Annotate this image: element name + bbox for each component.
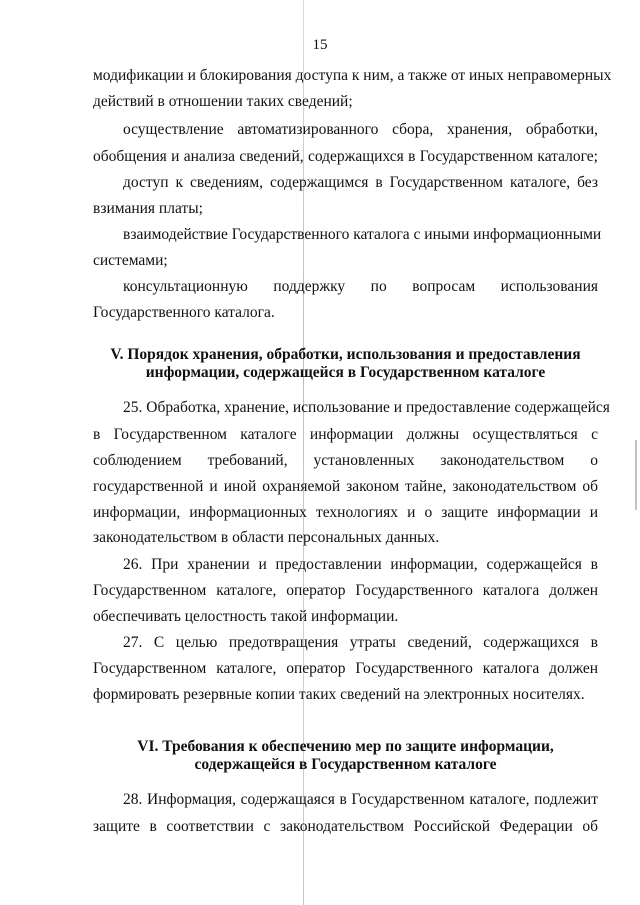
text-line: Государственного каталога. <box>93 304 275 321</box>
section-heading-v: информации, содержащейся в Государственном каталоге <box>145 364 546 381</box>
text-line: информации, информационных технологиях и о защите информации и <box>93 504 598 521</box>
section-heading-vi: содержащейся в Государственном каталоге <box>194 756 497 773</box>
page-number: 15 <box>312 37 328 53</box>
text-line: осуществление автоматизированного сбора, хранения, обработки, <box>123 121 598 138</box>
text-line: формировать резервные копии таких сведений на электронных носителях. <box>93 686 585 703</box>
scan-edge-mark <box>635 440 637 510</box>
text-line: взаимодействие Государственного каталога с иными информационными <box>123 226 602 243</box>
text-line: 27. С целью предотвращения утраты сведений, содержащихся в <box>123 634 598 651</box>
text-line: Государственном каталоге, оператор Государственного каталога должен <box>93 660 598 677</box>
text-line: взимания платы; <box>93 200 203 217</box>
text-line: 28. Информация, содержащаяся в Государственном каталоге, подлежит <box>123 791 598 808</box>
text-line: доступ к сведениям, содержащимся в Государственном каталоге, без <box>123 174 598 191</box>
text-line: Государственном каталоге, оператор Государственного каталога должен <box>93 582 598 599</box>
text-line: соблюдением требований, установленных законодательством о <box>93 452 598 469</box>
text-line: 25. Обработка, хранение, использование и предоставление содержащейся <box>123 399 610 416</box>
text-line: системами; <box>93 252 168 269</box>
text-line: защите в соответствии с законодательством Российской Федерации об <box>93 818 598 835</box>
text-line: модификации и блокирования доступа к ним, а также от иных неправомерных <box>93 67 612 84</box>
text-line: в Государственном каталоге информации должны осуществляться с <box>93 426 598 443</box>
text-line: действий в отношении таких сведений; <box>93 93 353 110</box>
section-heading-v: V. Порядок хранения, обработки, использования и предоставления <box>110 346 581 363</box>
text-line: государственной и иной охраняемой законом тайне, законодательством об <box>93 478 598 495</box>
text-line: консультационную поддержку по вопросам использования <box>123 278 598 295</box>
text-line: законодательством в области персональных данных. <box>93 529 440 546</box>
section-heading-vi: VI. Требования к обеспечению мер по защите информации, <box>137 738 554 755</box>
text-line: 26. При хранении и предоставлении информации, содержащейся в <box>123 556 598 573</box>
text-line: обеспечивать целостность такой информации. <box>93 608 399 625</box>
text-line: обобщения и анализа сведений, содержащихся в Государственном каталоге; <box>93 148 598 165</box>
